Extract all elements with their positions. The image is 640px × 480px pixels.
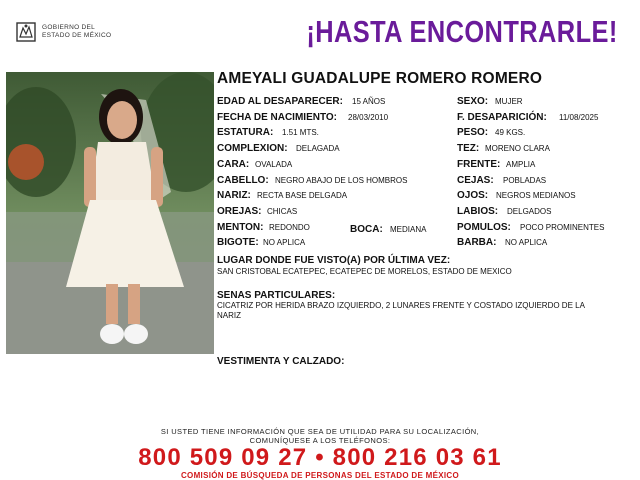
orejas-value: CHICAS bbox=[267, 207, 298, 216]
contact-note-line-1: SI USTED TIENE INFORMACIÓN QUE SEA DE UTILIDAD PARA SU LOCALIZACIÓN, bbox=[160, 427, 480, 436]
boca-label: BOCA: bbox=[350, 224, 383, 235]
edad-value: 15 AÑOS bbox=[352, 97, 386, 106]
nariz-label: NARIZ: bbox=[217, 190, 251, 201]
tez-value: MORENO CLARA bbox=[485, 144, 550, 153]
menton-label: MENTON: bbox=[217, 222, 264, 233]
desaparicion-label: F. DESAPARICIÓN: bbox=[457, 112, 547, 123]
frente-value: AMPLIA bbox=[506, 160, 536, 169]
complexion-value: DELAGADA bbox=[296, 144, 340, 153]
tez-label: TEZ: bbox=[457, 143, 480, 154]
cabello-value: NEGRO ABAJO DE LOS HOMBROS bbox=[275, 176, 408, 185]
sexo-label: SEXO: bbox=[457, 96, 489, 107]
nariz-value: RECTA BASE DELGADA bbox=[257, 191, 348, 200]
cejas-label: CEJAS: bbox=[457, 175, 494, 186]
phone-1[interactable]: 800 509 09 27 bbox=[138, 444, 308, 471]
orejas-label: OREJAS: bbox=[217, 206, 262, 217]
photo-illustration bbox=[6, 72, 214, 354]
cejas-value: POBLADAS bbox=[503, 176, 547, 185]
lugar-label: LUGAR DONDE FUE VISTO(A) POR ÚLTIMA VEZ: bbox=[217, 255, 451, 266]
complexion-label: COMPLEXION: bbox=[217, 143, 288, 154]
logo-line-1: GOBIERNO DEL bbox=[42, 24, 96, 31]
lugar-value: SAN CRISTOBAL ECATEPEC, ECATEPEC DE MORELOS, ESTADO DE MEXICO bbox=[217, 267, 512, 276]
pomulos-value: POCO PROMINENTES bbox=[520, 223, 605, 232]
phone-separator: • bbox=[315, 444, 325, 471]
senas-value: CICATRIZ POR HERIDA BRAZO IZQUIERDO, 2 LUNARES FRENTE Y COSTADO IZQUIERDO DE LA NARIZ bbox=[217, 301, 585, 320]
ojos-label: OJOS: bbox=[457, 190, 489, 201]
phone-numbers bbox=[0, 444, 640, 472]
commission-name: COMISIÓN DE BÚSQUEDA DE PERSONAS DEL ESTADO DE MÉXICO bbox=[180, 471, 459, 480]
sexo-value: MUJER bbox=[495, 97, 523, 106]
nacimiento-label: FECHA DE NACIMIENTO: bbox=[217, 112, 337, 123]
edad-label: EDAD AL DESAPARECER: bbox=[217, 96, 343, 107]
estatura-label: ESTATURA: bbox=[217, 127, 274, 138]
estatura-value: 1.51 MTS. bbox=[282, 128, 319, 137]
logo-text bbox=[42, 24, 111, 40]
ojos-value: NEGROS MEDIANOS bbox=[496, 191, 576, 200]
vestimenta-label: VESTIMENTA Y CALZADO: bbox=[217, 356, 345, 367]
peso-label: PESO: bbox=[457, 127, 489, 138]
senas-label: SENAS PARTICULARES: bbox=[217, 290, 336, 301]
labios-value: DELGADOS bbox=[507, 207, 552, 216]
frente-label: FRENTE: bbox=[457, 159, 501, 170]
nacimiento-value: 28/03/2010 bbox=[348, 113, 389, 122]
phone-2[interactable]: 800 216 03 61 bbox=[332, 444, 502, 471]
contact-note-line-2: COMUNÍQUESE A LOS TELÉFONOS: bbox=[249, 436, 391, 445]
government-logo bbox=[14, 20, 124, 48]
barba-value: NO APLICA bbox=[505, 238, 548, 247]
barba-label: BARBA: bbox=[457, 237, 497, 248]
bigote-value: NO APLICA bbox=[263, 238, 306, 247]
peso-value: 49 KGS. bbox=[495, 128, 526, 137]
desaparicion-value: 11/08/2025 bbox=[559, 113, 599, 122]
pomulos-label: POMULOS: bbox=[457, 222, 511, 233]
bigote-label: BIGOTE: bbox=[217, 237, 259, 248]
labios-label: LABIOS: bbox=[457, 206, 499, 217]
menton-value: REDONDO bbox=[269, 223, 310, 232]
cabello-label: CABELLO: bbox=[217, 175, 269, 186]
person-name: AMEYALI GUADALUPE ROMERO ROMERO bbox=[217, 70, 543, 87]
missing-person-photo bbox=[6, 72, 214, 354]
cara-label: CARA: bbox=[217, 159, 250, 170]
cara-value: OVALADA bbox=[255, 160, 293, 169]
boca-value: MEDIANA bbox=[390, 225, 427, 234]
state-seal-icon bbox=[14, 20, 38, 44]
headline: ¡HASTA ENCONTRARLE! bbox=[306, 14, 618, 49]
logo-line-2: ESTADO DE MÉXICO bbox=[42, 32, 112, 39]
